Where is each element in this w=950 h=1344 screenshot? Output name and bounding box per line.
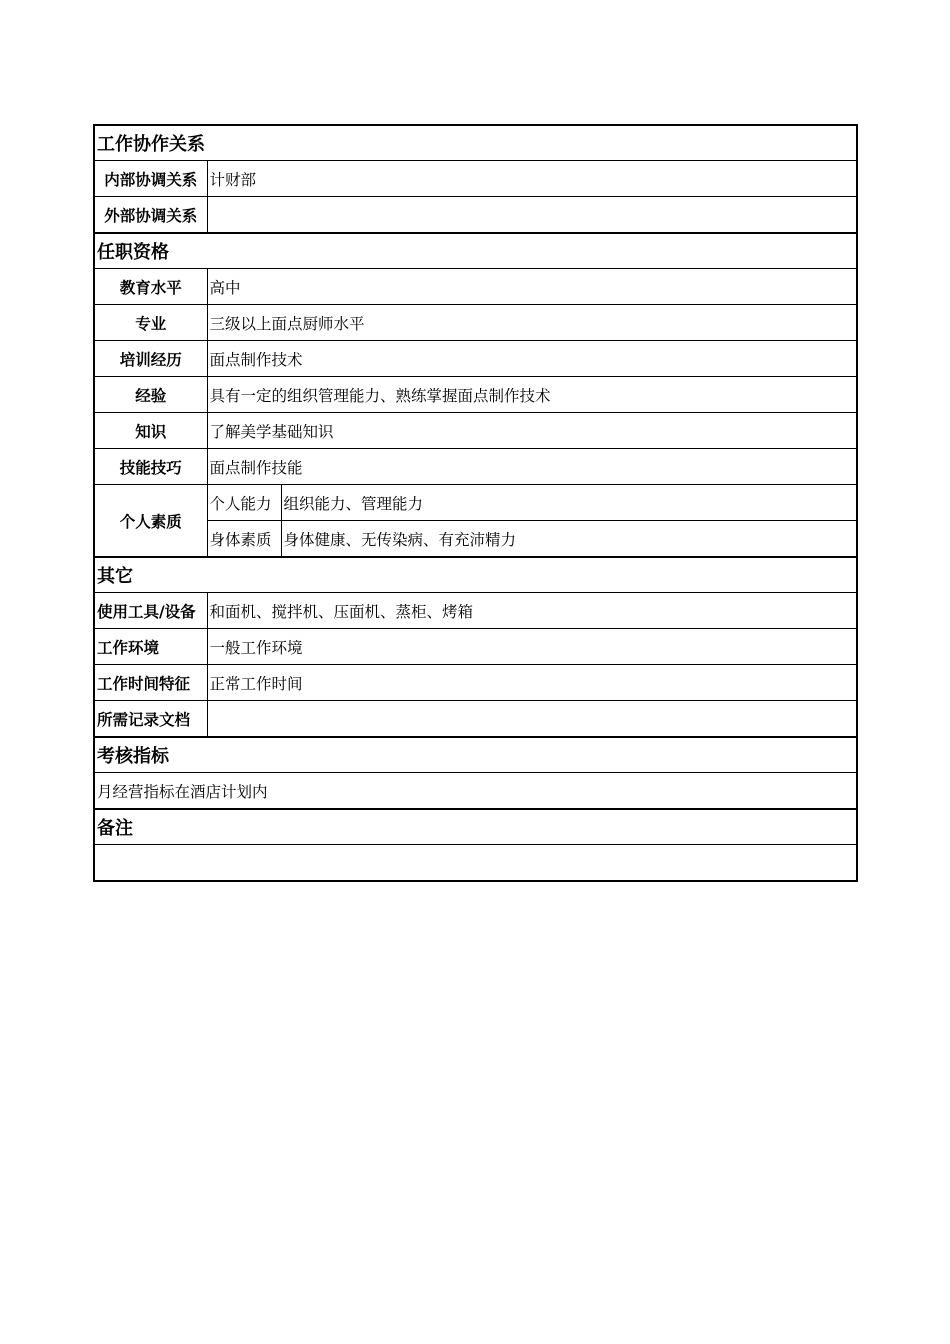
physical-value: 身体健康、无传染病、有充沛精力	[281, 521, 857, 558]
training-value: 面点制作技术	[207, 341, 857, 377]
row-physical	[94, 521, 857, 558]
section-title-kpi: 考核指标	[94, 737, 857, 773]
row-personal-ability	[94, 485, 857, 521]
row-tools	[94, 593, 857, 629]
education-label: 教育水平	[94, 269, 207, 305]
personal-label: 个人素质	[94, 485, 207, 558]
docs-value	[207, 701, 857, 738]
job-description-table	[93, 124, 858, 882]
section-title-work-collab: 工作协作关系	[94, 125, 857, 161]
section-work-collab	[94, 125, 857, 161]
major-value: 三级以上面点厨师水平	[207, 305, 857, 341]
section-kpi	[94, 737, 857, 773]
section-qualifications	[94, 233, 857, 269]
knowledge-value: 了解美学基础知识	[207, 413, 857, 449]
row-kpi-value	[94, 773, 857, 810]
section-title-qualifications: 任职资格	[94, 233, 857, 269]
row-env	[94, 629, 857, 665]
row-internal	[94, 161, 857, 197]
skills-label: 技能技巧	[94, 449, 207, 485]
section-other	[94, 557, 857, 593]
experience-label: 经验	[94, 377, 207, 413]
education-value: 高中	[207, 269, 857, 305]
env-value: 一般工作环境	[207, 629, 857, 665]
internal-label: 内部协调关系	[94, 161, 207, 197]
section-title-other: 其它	[94, 557, 857, 593]
row-external	[94, 197, 857, 234]
ability-label: 个人能力	[207, 485, 281, 521]
row-training	[94, 341, 857, 377]
skills-value: 面点制作技能	[207, 449, 857, 485]
tools-label: 使用工具/设备	[94, 593, 207, 629]
docs-label: 所需记录文档	[94, 701, 207, 738]
external-label: 外部协调关系	[94, 197, 207, 234]
experience-value: 具有一定的组织管理能力、熟练掌握面点制作技术	[207, 377, 857, 413]
external-value	[207, 197, 857, 234]
row-education	[94, 269, 857, 305]
row-time	[94, 665, 857, 701]
kpi-value: 月经营指标在酒店计划内	[94, 773, 857, 810]
row-skills	[94, 449, 857, 485]
physical-label: 身体素质	[207, 521, 281, 558]
section-title-remarks: 备注	[94, 809, 857, 845]
ability-value: 组织能力、管理能力	[281, 485, 857, 521]
time-label: 工作时间特征	[94, 665, 207, 701]
knowledge-label: 知识	[94, 413, 207, 449]
tools-value: 和面机、搅拌机、压面机、蒸柜、烤箱	[207, 593, 857, 629]
row-knowledge	[94, 413, 857, 449]
training-label: 培训经历	[94, 341, 207, 377]
major-label: 专业	[94, 305, 207, 341]
row-docs	[94, 701, 857, 738]
section-remarks	[94, 809, 857, 845]
env-label: 工作环境	[94, 629, 207, 665]
time-value: 正常工作时间	[207, 665, 857, 701]
remarks-value	[94, 845, 857, 882]
internal-value: 计财部	[207, 161, 857, 197]
row-major	[94, 305, 857, 341]
row-experience	[94, 377, 857, 413]
row-remarks-value	[94, 845, 857, 882]
